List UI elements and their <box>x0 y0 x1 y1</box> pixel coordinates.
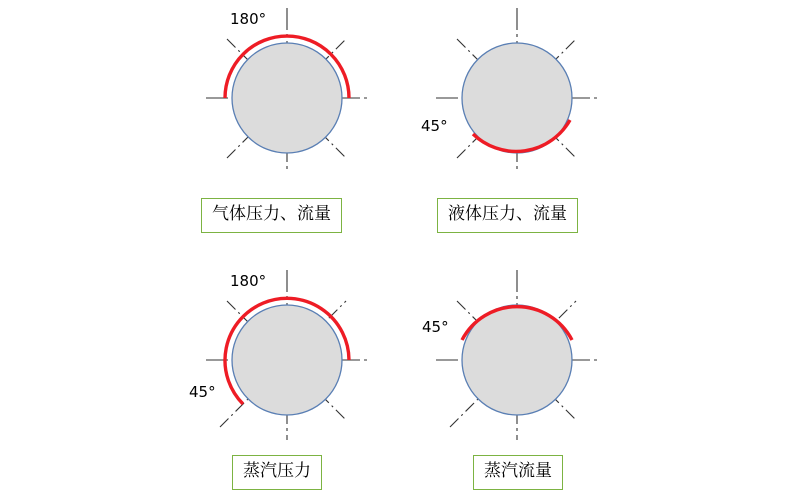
angle-annotation-180: 180° <box>230 272 267 290</box>
label-panel-liquid: 液体压力、流量 <box>437 198 578 233</box>
angle-annotation-45: 45° <box>421 117 448 135</box>
angle-annotation-45: 45° <box>189 383 216 401</box>
panel-liquid <box>400 0 650 190</box>
panel-steam-pressure <box>170 262 420 452</box>
panel-gas <box>170 0 420 190</box>
panel-steam-pressure-drawing <box>170 262 420 452</box>
label-panel-steam-flow: 蒸汽流量 <box>473 455 563 490</box>
panel-steam-flow <box>400 262 650 452</box>
label-panel-steam-pressure: 蒸汽压力 <box>232 455 322 490</box>
panel-gas-drawing <box>170 0 420 190</box>
circle-body <box>232 305 342 415</box>
panel-steam-flow-drawing <box>400 262 650 452</box>
label-panel-gas: 气体压力、流量 <box>201 198 342 233</box>
angle-annotation-45: 45° <box>422 318 449 336</box>
circle-body <box>232 43 342 153</box>
angle-annotation-180: 180° <box>230 10 267 28</box>
panel-liquid-drawing <box>400 0 650 190</box>
